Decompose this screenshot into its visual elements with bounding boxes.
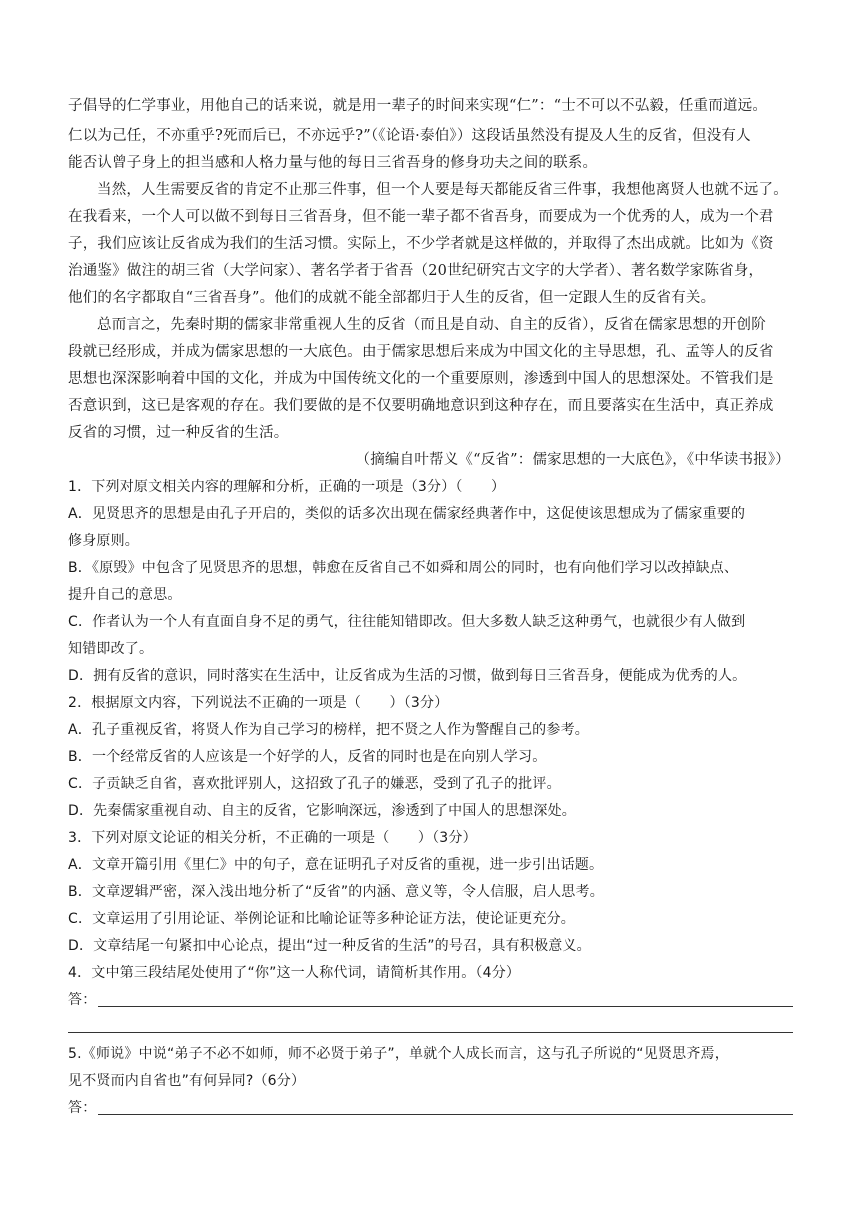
passage-line: 子倡导的仁学事业，用他自己的话来说，就是用一辈子的时间来实现“仁”：“士不可以不弘毅，任重而道远。 (68, 98, 768, 114)
question-1-option-c-cont: 知错即改了。 (68, 641, 154, 657)
answer-line[interactable] (98, 1005, 793, 1007)
passage-line: 反省的习惯，过一种反省的生活。 (68, 425, 289, 441)
passage-line: 当然，人生需要反省的肯定不止那三件事，但一个人要是每天都能反省三件事，我想他离贤人也就不远了。 (97, 182, 788, 198)
question-5-stem-cont: 见不贤而内自省也”有何异同?（6分） (68, 1073, 306, 1089)
passage-line: 他们的名字都取自“三省吾身”。他们的成就不能全部都归于人生的反省，但一定跟人生的反省有关。 (68, 290, 716, 306)
question-1-option-a: A．见贤思齐的思想是由孔子开启的，类似的话多次出现在儒家经典著作中，这促使该思想成为了儒家重要的 (68, 506, 746, 522)
passage-line: 治通鉴》做注的胡三省（大学问家）、著名学者于省吾（20世纪研究古文字的大学者）、著名数学家陈省身， (68, 263, 764, 279)
question-1-option-a-cont: 修身原则。 (68, 533, 139, 549)
passage-source: （摘编自叶帮义《“反省”：儒家思想的一大底色》，《中华读书报》） (355, 452, 790, 468)
question-3-option-b: B．文章逻辑严密，深入浅出地分析了“反省”的内涵、意义等，令人信服，启人思考。 (68, 884, 604, 900)
question-3-option-a: A．文章开篇引用《里仁》中的句子，意在证明孔子对反省的重视，进一步引出话题。 (68, 857, 604, 873)
passage-line: 在我看来，一个人可以做不到每日三省吾身，但不能一辈子都不省吾身，而要成为一个优秀的人，成为一个君 (68, 209, 774, 225)
answer-label: 答： (68, 1100, 97, 1116)
question-3-option-d: D．文章结尾一句紧扣中心论点，提出“过一种反省的生活”的号召，具有积极意义。 (68, 938, 591, 954)
question-1-option-b-cont: 提升自己的意思。 (68, 587, 182, 603)
question-5-answer-row[interactable] (68, 1098, 793, 1118)
passage-line: 能否认曾子身上的担当感和人格力量与他的每日三省吾身的修身功夫之间的联系。 (68, 155, 598, 171)
passage-line: 否意识到，这已是客观的存在。我们要做的是不仅要明确地意识到这种存在，而且要落实在生活中，真正养成 (68, 398, 774, 414)
question-2-option-d: D．先秦儒家重视自动、自主的反省，它影响深远，渗透到了中国人的思想深处。 (68, 803, 576, 819)
question-2-option-c: C．子贡缺乏自省，喜欢批评别人，这招致了孔子的嫌恶，受到了孔子的批评。 (68, 776, 561, 792)
passage-line: 仁以为己任，不亦重乎?死而后已，不亦远乎?”（《论语·泰伯》）这段话虽然没有提及人生的反省，但没有人 (68, 128, 751, 144)
passage-line: 段就已经形成，并成为儒家思想的一大底色。由于儒家思想后来成为中国文化的主导思想，孔、孟等人的反省 (68, 344, 774, 360)
question-1-option-b: B．《原毁》中包含了见贤思齐的思想，韩愈在反省自己不如舜和周公的同时，也有向他们学习以改掉缺点、 (68, 560, 739, 576)
question-3-option-c: C．文章运用了引用论证、举例论证和比喻论证等多种论证方法，使论证更充分。 (68, 911, 575, 927)
answer-label: 答： (68, 992, 97, 1008)
question-5-stem: 5.《师说》中说“弟子不必不如师，师不必贤于弟子”，单就个人成长而言，这与孔子所说的“见贤思齐焉， (68, 1046, 729, 1062)
question-4-stem: 4．文中第三段结尾处使用了“你”这一人称代词，请简析其作用。（4分） (68, 965, 521, 981)
question-3-stem: 3．下列对原文论证的相关分析，不正确的一项是（ ）（3分） (68, 830, 477, 846)
question-2-option-a: A．孔子重视反省，将贤人作为自己学习的榜样，把不贤之人作为警醒自己的参考。 (68, 722, 589, 738)
question-1-option-c: C．作者认为一个人有直面自身不足的勇气，往往能知错即改。但大多数人缺乏这种勇气，也就很少有人做到 (68, 614, 746, 630)
question-1-option-d: D．拥有反省的意识，同时落实在生活中，让反省成为生活的习惯，做到每日三省吾身，便能成为优秀的人。 (68, 668, 747, 684)
question-1-stem: 1．下列对原文相关内容的理解和分析，正确的一项是（3分）（ ） (68, 479, 506, 495)
question-2-option-b: B．一个经常反省的人应该是一个好学的人，反省的同时也是在向别人学习。 (68, 749, 547, 765)
passage-line: 思想也深深影响着中国的文化，并成为中国传统文化的一个重要原则，渗透到中国人的思想深处。不管我们是 (68, 371, 774, 387)
answer-line[interactable] (98, 1113, 793, 1115)
answer-line[interactable] (68, 1032, 793, 1033)
question-2-stem: 2．根据原文内容，下列说法不正确的一项是（ ）（3分） (68, 695, 449, 711)
passage-line: 总而言之，先秦时期的儒家非常重视人生的反省（而且是自动、自主的反省），反省在儒家思想的开创阶 (97, 317, 766, 333)
passage-line: 子，我们应该让反省成为我们的生活习惯。实际上，不少学者就是这样做的，并取得了杰出成就。比如为《资 (68, 236, 774, 252)
question-4-answer-row[interactable] (68, 990, 793, 1010)
